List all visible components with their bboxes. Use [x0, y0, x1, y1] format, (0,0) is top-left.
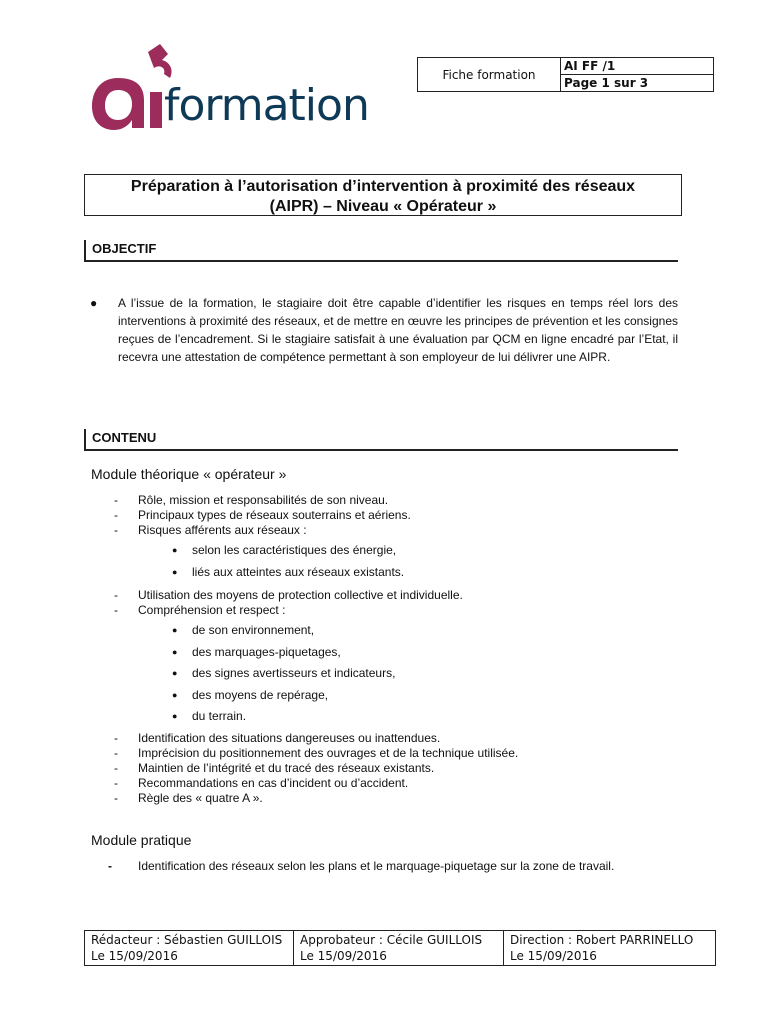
list-item: - Règle des « quatre A ». — [114, 791, 263, 805]
theorique-list-2 — [114, 588, 463, 618]
list-item: - Identification des situations dangereuses ou inattendues. — [114, 731, 441, 745]
list-item: ● liés aux atteintes aux réseaux existants. — [172, 564, 405, 579]
direction-cell: Direction : Robert PARRINELLO Le 15/09/2016 — [504, 931, 716, 966]
document-code: AI FF /1 — [561, 58, 714, 75]
list-item: ● selon les caractéristiques des énergie, — [172, 543, 397, 557]
document-title — [84, 174, 682, 216]
list-item: ● des signes avertisseurs et indicateurs, — [172, 666, 396, 680]
list-item: ● du terrain. — [172, 709, 247, 723]
module-theorique-title: Module théorique « opérateur » — [91, 466, 287, 482]
title-line-1: Préparation à l’autorisation d’intervention à proximité des réseaux — [130, 178, 636, 195]
list-item: - Rôle, mission et responsabilités de son niveau. — [114, 493, 389, 507]
objectif-paragraph: A l’issue de la formation, le stagiaire doit être capable d’identifier les risques en temps réel lors des interventions à proximité des réseaux, et de mettre en œuvre les principes de prévention et les consignes reçues de l’encadrement. Si le stagiaire satisfait à une évaluation par QCM en ligne encadré par l’Etat, il recevra une attestation de compétence permettant à son employeur de lui délivrer une AIPR. — [118, 296, 678, 364]
list-item: - Compréhension et respect : — [114, 603, 286, 617]
page-number: Page 1 sur 3 — [561, 75, 714, 92]
module-pratique-title: Module pratique — [91, 832, 192, 848]
company-logo — [88, 40, 369, 145]
list-item: ● des marquages-piquetages, — [172, 644, 341, 659]
risques-sublist — [172, 540, 404, 583]
list-item: - Utilisation des moyens de protection collective et individuelle. — [114, 588, 463, 602]
title-line-2: (AIPR) – Niveau « Opérateur » — [269, 198, 497, 215]
list-item: - Principaux types de réseaux souterrains et aériens. — [114, 508, 411, 522]
list-item: ● de son environnement, — [172, 623, 315, 637]
comprehension-sublist — [172, 620, 395, 728]
theorique-list-1 — [114, 493, 411, 538]
list-item: - Risques afférents aux réseaux : — [114, 523, 307, 537]
list-item: ● des moyens de repérage, — [172, 687, 329, 702]
section-heading-objectif: OBJECTIF — [84, 240, 678, 262]
list-item: - Imprécision du positionnement des ouvrages et de la technique utilisée. — [114, 746, 519, 760]
list-item: - Recommandations en cas d’incident ou d’accident. — [114, 776, 409, 790]
approval-footer — [84, 930, 716, 966]
list-item: - Identification des réseaux selon les plans et le marquage-piquetage sur la zone de travail. — [108, 859, 615, 873]
logo-text: formation — [164, 80, 369, 131]
section-heading-contenu: CONTENU — [84, 429, 678, 451]
theorique-list-3 — [114, 731, 518, 806]
redacteur-cell: Rédacteur : Sébastien GUILLOIS Le 15/09/2016 — [85, 931, 294, 966]
approbateur-cell: Approbateur : Cécile GUILLOIS Le 15/09/2016 — [294, 931, 504, 966]
fiche-label: Fiche formation — [418, 58, 561, 92]
bullet-icon: ● — [90, 296, 98, 310]
list-item: - Maintien de l’intégrité et du tracé des réseaux existants. — [114, 761, 435, 775]
reference-table — [417, 57, 714, 92]
